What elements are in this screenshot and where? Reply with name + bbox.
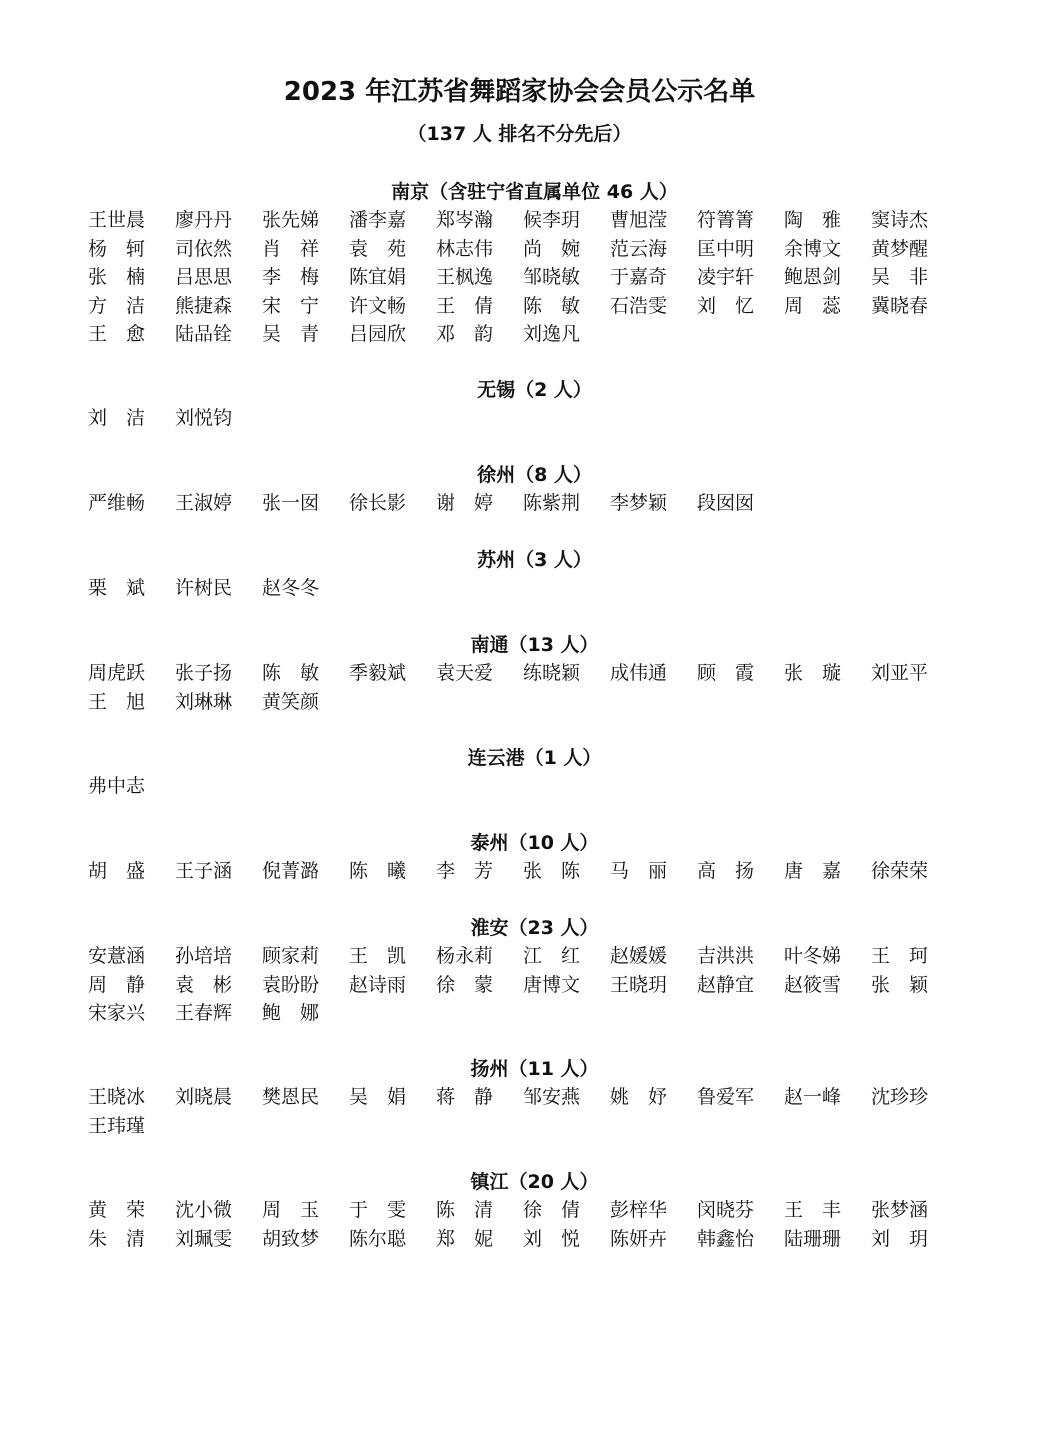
member-name: 刘 悦	[523, 1227, 581, 1250]
member-name: 张先娣	[262, 209, 320, 231]
member-name: 方 洁	[88, 294, 146, 317]
section-heading: 苏州（3 人）	[477, 549, 592, 571]
member-section	[0, 631, 1039, 716]
member-name: 张梦涵	[871, 1199, 929, 1221]
member-name: 高 扬	[697, 860, 755, 882]
member-name: 周 玉	[262, 1199, 320, 1221]
member-name: 王晓冰	[88, 1086, 146, 1108]
member-name: 王世晨	[88, 209, 146, 231]
member-name: 张 璇	[784, 662, 842, 684]
member-name: 陈 曦	[349, 860, 407, 882]
member-name: 于嘉奇	[610, 266, 668, 288]
member-name: 匡中明	[697, 237, 755, 260]
section-heading: 扬州（11 人）	[470, 1058, 599, 1080]
member-name: 于 雯	[349, 1199, 407, 1221]
member-name: 顾家莉	[262, 945, 320, 967]
member-name: 陈宜娟	[349, 266, 407, 288]
section-heading: 无锡（2 人）	[477, 379, 592, 401]
member-name: 王 倩	[436, 294, 494, 317]
member-name: 黄梦醒	[871, 237, 929, 260]
member-name: 杨 轲	[88, 237, 146, 260]
member-name: 吕园欣	[349, 323, 407, 345]
member-name: 陈妍卉	[610, 1227, 668, 1250]
member-section	[0, 914, 1039, 1028]
member-name: 张子扬	[175, 662, 233, 684]
page-title: 2023 年江苏省舞蹈家协会会员公示名单	[283, 77, 756, 107]
member-name: 陈紫荆	[523, 492, 581, 514]
member-name: 陈 清	[436, 1199, 494, 1221]
member-name: 陶 雅	[784, 209, 842, 231]
member-name: 彭梓华	[610, 1199, 668, 1221]
member-name: 范云海	[610, 237, 668, 260]
member-name: 许树民	[175, 577, 233, 599]
member-name: 袁天爱	[436, 662, 494, 684]
member-name: 熊捷森	[175, 294, 233, 317]
member-name-list	[88, 489, 958, 518]
member-name: 王 珂	[871, 945, 929, 967]
member-name: 邓 韵	[436, 323, 494, 345]
member-name: 胡致梦	[262, 1227, 320, 1250]
member-name: 胡 盛	[88, 860, 146, 882]
member-name: 唐博文	[523, 973, 581, 996]
member-name: 刘晓晨	[175, 1086, 233, 1108]
section-heading: 镇江（20 人）	[470, 1171, 599, 1193]
member-name: 黄 荣	[88, 1199, 146, 1221]
member-name: 邹晓敏	[523, 266, 581, 288]
member-name: 尚 婉	[523, 237, 581, 260]
member-name: 冀晓春	[871, 294, 929, 317]
member-name: 刘悦钧	[175, 407, 233, 429]
member-name: 徐长影	[349, 492, 407, 514]
member-name: 邹安燕	[523, 1086, 581, 1108]
member-name: 林志伟	[436, 237, 494, 260]
member-name: 王春辉	[175, 1002, 233, 1024]
member-name: 成伟通	[610, 662, 668, 684]
member-name: 王淑婷	[175, 492, 233, 514]
member-name: 张 陈	[523, 860, 581, 882]
member-name: 刘珮雯	[175, 1227, 233, 1250]
section-heading: 泰州（10 人）	[470, 832, 599, 854]
member-name-list	[88, 574, 958, 603]
member-name: 徐荣荣	[871, 860, 929, 882]
member-name: 张一囡	[262, 492, 320, 514]
member-name: 沈珍珍	[871, 1086, 929, 1108]
member-name: 栗 斌	[88, 577, 146, 599]
member-name: 李 梅	[262, 266, 320, 288]
member-name: 周 静	[88, 973, 146, 996]
member-name: 许文畅	[349, 294, 407, 317]
member-name: 宋家兴	[88, 1002, 146, 1024]
member-name: 赵静宜	[697, 973, 755, 996]
member-name: 张 楠	[88, 266, 146, 288]
member-name: 赵媛媛	[610, 945, 668, 967]
member-name: 吉洪洪	[697, 945, 755, 967]
member-name: 肖 祥	[262, 237, 320, 260]
member-name: 蒋 静	[436, 1086, 494, 1108]
member-name: 谢 婷	[436, 492, 494, 514]
member-name: 王子涵	[175, 860, 233, 882]
member-name-list	[88, 1196, 958, 1253]
member-name: 黄笑颜	[262, 690, 320, 713]
member-name: 廖丹丹	[175, 209, 233, 231]
member-name: 窦诗杰	[871, 209, 929, 231]
member-name: 严维畅	[88, 492, 146, 514]
member-section	[0, 1055, 1039, 1140]
section-heading: 淮安（23 人）	[470, 917, 599, 939]
member-name: 赵冬冬	[262, 577, 320, 599]
section-heading: 南通（13 人）	[470, 634, 599, 656]
member-section	[0, 1168, 1039, 1253]
section-heading: 南京（含驻宁省直属单位 46 人）	[391, 181, 678, 203]
member-section	[0, 376, 1039, 433]
member-section	[0, 829, 1039, 886]
member-name: 陈 敏	[523, 294, 581, 317]
member-name: 袁 苑	[349, 237, 407, 260]
member-name-list	[88, 206, 958, 349]
member-name: 赵诗雨	[349, 973, 407, 996]
page-subtitle: （137 人 排名不分先后）	[407, 123, 632, 145]
member-name: 刘琳琳	[175, 690, 233, 713]
member-name: 安薏涵	[88, 945, 146, 967]
member-name: 姚 妤	[610, 1086, 668, 1108]
member-name-list	[88, 1083, 958, 1140]
member-name: 刘 玥	[871, 1227, 929, 1250]
member-name: 陈尔聪	[349, 1227, 407, 1250]
member-name: 周 蕊	[784, 294, 842, 317]
member-name: 刘亚平	[871, 662, 929, 684]
member-name: 叶冬娣	[784, 945, 842, 967]
member-name: 吴 非	[871, 266, 929, 288]
section-heading: 连云港（1 人）	[467, 747, 602, 769]
member-name: 王 丰	[784, 1199, 842, 1221]
member-name: 李 芳	[436, 860, 494, 882]
member-name: 徐 倩	[523, 1199, 581, 1221]
member-name: 马 丽	[610, 860, 668, 882]
member-name: 韩鑫怡	[697, 1227, 755, 1250]
member-name: 凌宇轩	[697, 266, 755, 288]
member-name: 赵筱雪	[784, 973, 842, 996]
member-name: 袁 彬	[175, 973, 233, 996]
member-name: 鲁爱军	[697, 1086, 755, 1108]
member-name: 倪菁潞	[262, 860, 320, 882]
member-name: 吴 青	[262, 323, 320, 345]
member-name: 朱 清	[88, 1227, 146, 1250]
member-name: 石浩雯	[610, 294, 668, 317]
member-name: 周虎跃	[88, 662, 146, 684]
member-name: 符箐箐	[697, 209, 755, 231]
member-section	[0, 546, 1039, 603]
member-name: 陆珊珊	[784, 1227, 842, 1250]
member-name: 刘 洁	[88, 407, 146, 429]
member-name: 王晓玥	[610, 973, 668, 996]
member-name: 段囡囡	[697, 492, 755, 514]
member-name: 鲍恩剑	[784, 266, 842, 288]
member-name: 司依然	[175, 237, 233, 260]
member-name: 刘逸凡	[523, 323, 581, 345]
member-name: 孙培培	[175, 945, 233, 967]
member-name: 闵晓芬	[697, 1199, 755, 1221]
member-name: 余博文	[784, 237, 842, 260]
member-name-list	[88, 857, 958, 886]
member-name: 徐 蒙	[436, 973, 494, 996]
member-name: 王 旭	[88, 690, 146, 713]
member-name: 唐 嘉	[784, 860, 842, 882]
member-name-list	[88, 659, 958, 716]
member-name-list	[88, 772, 958, 801]
member-name-list	[88, 942, 958, 1028]
member-name-list	[88, 404, 958, 433]
member-name: 郑岑瀚	[436, 209, 494, 231]
member-section	[0, 178, 1039, 349]
member-name: 张 颖	[871, 973, 929, 996]
member-name: 刘 忆	[697, 294, 755, 317]
member-name: 袁盼盼	[262, 973, 320, 996]
member-name: 鲍 娜	[262, 1002, 320, 1024]
member-name: 陈 敏	[262, 662, 320, 684]
member-name: 宋 宁	[262, 294, 320, 317]
member-name: 王玮瑾	[88, 1114, 146, 1137]
member-section	[0, 461, 1039, 518]
member-name: 沈小微	[175, 1199, 233, 1221]
member-name: 陆品铨	[175, 323, 233, 345]
member-name: 王枫逸	[436, 266, 494, 288]
member-name: 潘李嘉	[349, 209, 407, 231]
member-name: 弗中志	[88, 775, 146, 797]
member-name: 杨永莉	[436, 945, 494, 967]
member-name: 李梦颖	[610, 492, 668, 514]
member-name: 练晓颖	[523, 662, 581, 684]
member-name: 曹旭滢	[610, 209, 668, 231]
member-name: 季毅斌	[349, 662, 407, 684]
member-name: 郑 妮	[436, 1227, 494, 1250]
member-name: 吴 娟	[349, 1086, 407, 1108]
member-name: 候李玥	[523, 209, 581, 231]
member-name: 王 愈	[88, 323, 146, 345]
member-name: 王 凯	[349, 945, 407, 967]
section-heading: 徐州（8 人）	[477, 464, 592, 486]
member-name: 赵一峰	[784, 1086, 842, 1108]
member-name: 吕思思	[175, 266, 233, 288]
member-section	[0, 744, 1039, 801]
member-name: 樊恩民	[262, 1086, 320, 1108]
member-name: 江 红	[523, 945, 581, 967]
member-name: 顾 霞	[697, 662, 755, 684]
